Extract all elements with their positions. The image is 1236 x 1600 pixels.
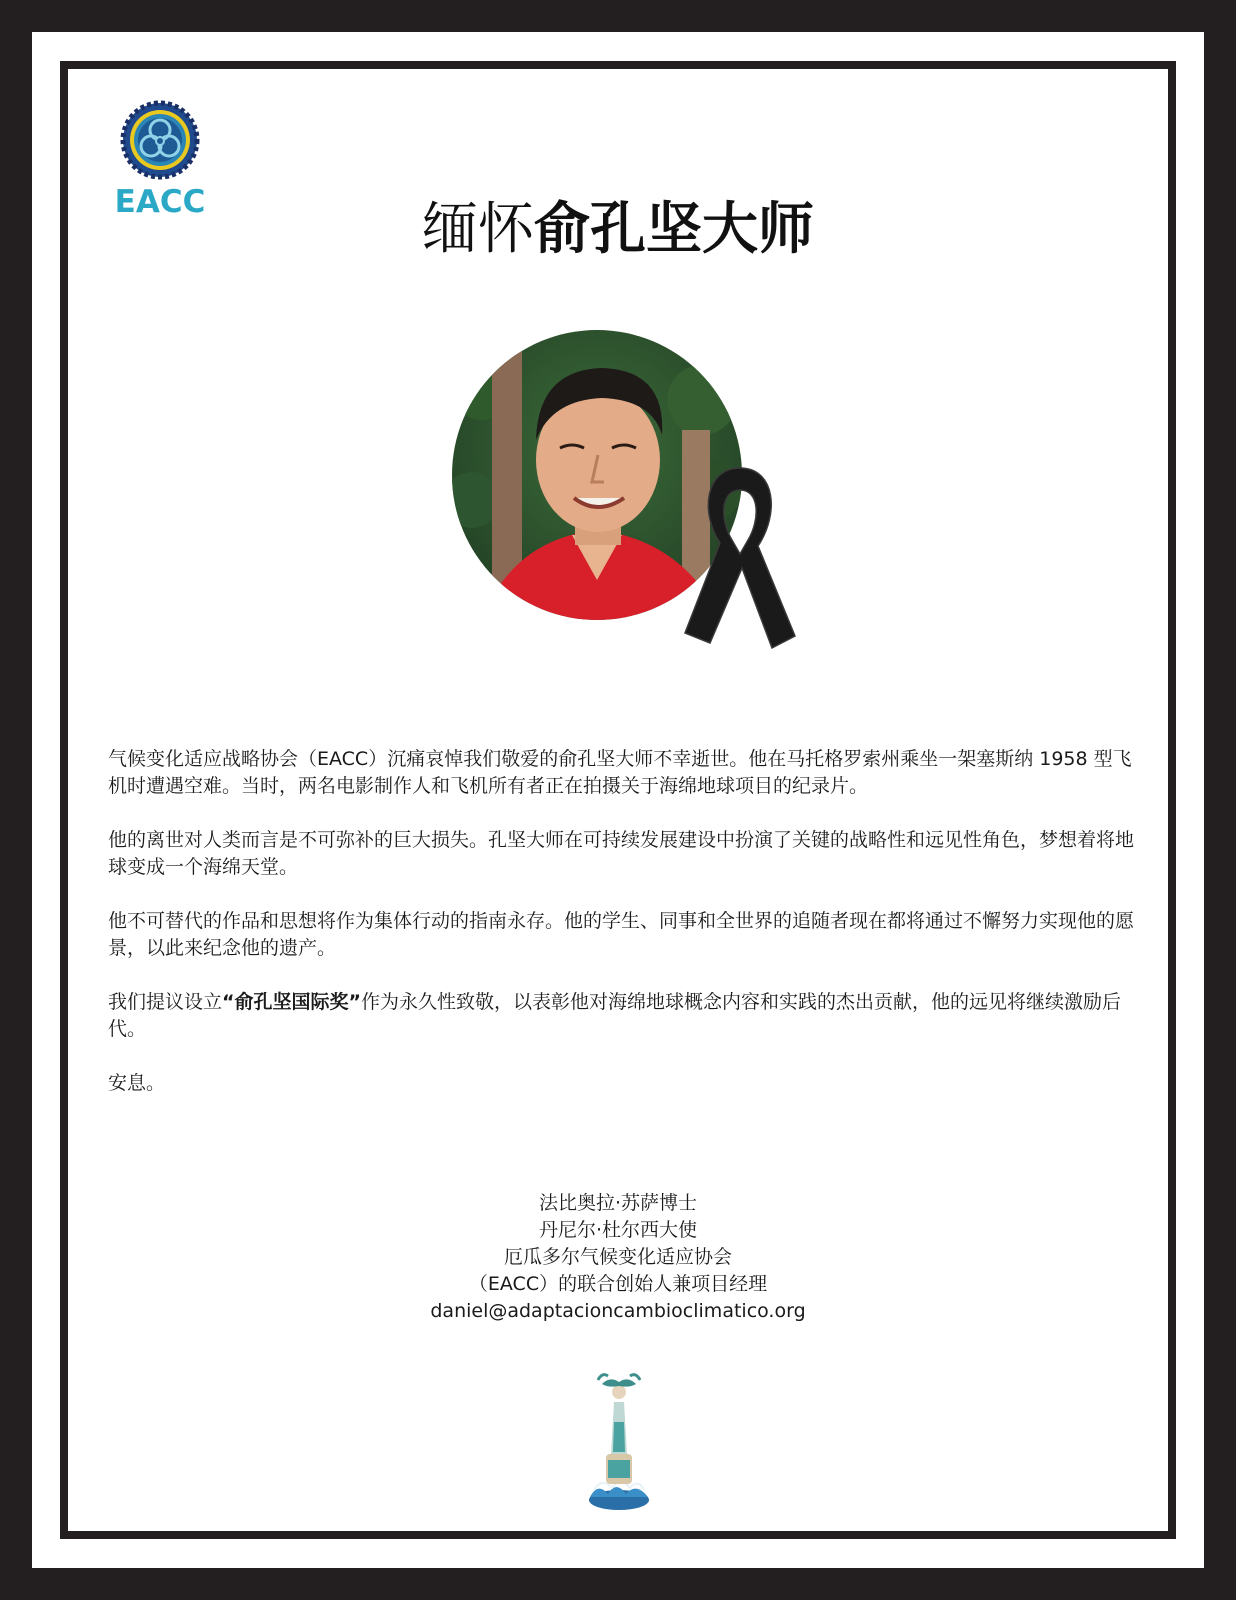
logo-text: EACC — [114, 184, 206, 220]
tribute-body — [108, 746, 1134, 1124]
black-mourning-ribbon-icon — [680, 458, 800, 653]
paragraph-4-before: 我们提议设立 — [108, 991, 223, 1013]
eacc-emblem-icon — [110, 100, 210, 184]
paragraph-4 — [108, 989, 1134, 1043]
title-name: 俞孔坚大师 — [534, 197, 814, 262]
signature-block — [0, 1190, 1236, 1325]
signature-line-2: 丹尼尔·杜尔西大使 — [538, 1219, 698, 1241]
award-statue-icon — [584, 1362, 654, 1512]
title-prefix: 缅怀 — [422, 197, 534, 262]
signature-line-3: 厄瓜多尔气候变化适应协会 — [503, 1246, 732, 1268]
paragraph-5: 安息。 — [108, 1072, 166, 1094]
paragraph-3: 他不可替代的作品和思想将作为集体行动的指南永存。他的学生、同事和全世界的追随者现在都将通过不懈努力实现他的愿景，以此来纪念他的遗产。 — [108, 910, 1135, 959]
signature-line-1: 法比奥拉·苏萨博士 — [538, 1192, 698, 1214]
signature-email[interactable]: daniel@adaptacioncambioclimatico.org — [430, 1300, 806, 1322]
award-name: “俞孔坚国际奖” — [222, 991, 361, 1013]
paragraph-4-after: 作为永久性致敬，以表彰他对海绵地球概念内容和实践的杰出贡献，他的远见将继续激励后代。 — [108, 991, 1122, 1040]
signature-line-4: （EACC）的联合创始人兼项目经理 — [468, 1273, 768, 1295]
paragraph-1: 气候变化适应战略协会（EACC）沉痛哀悼我们敬爱的俞孔坚大师不幸逝世。他在马托格罗索州乘坐一架塞斯纳 1958 型飞机时遭遇空难。当时，两名电影制作人和飞机所有者正在拍摄关于海绵地球项目的纪录片。 — [108, 748, 1132, 797]
paragraph-2: 他的离世对人类而言是不可弥补的巨大损失。孔坚大师在可持续发展建设中扮演了关键的战略性和远见性角色，梦想着将地球变成一个海绵天堂。 — [108, 829, 1135, 878]
page-title — [0, 196, 1236, 264]
